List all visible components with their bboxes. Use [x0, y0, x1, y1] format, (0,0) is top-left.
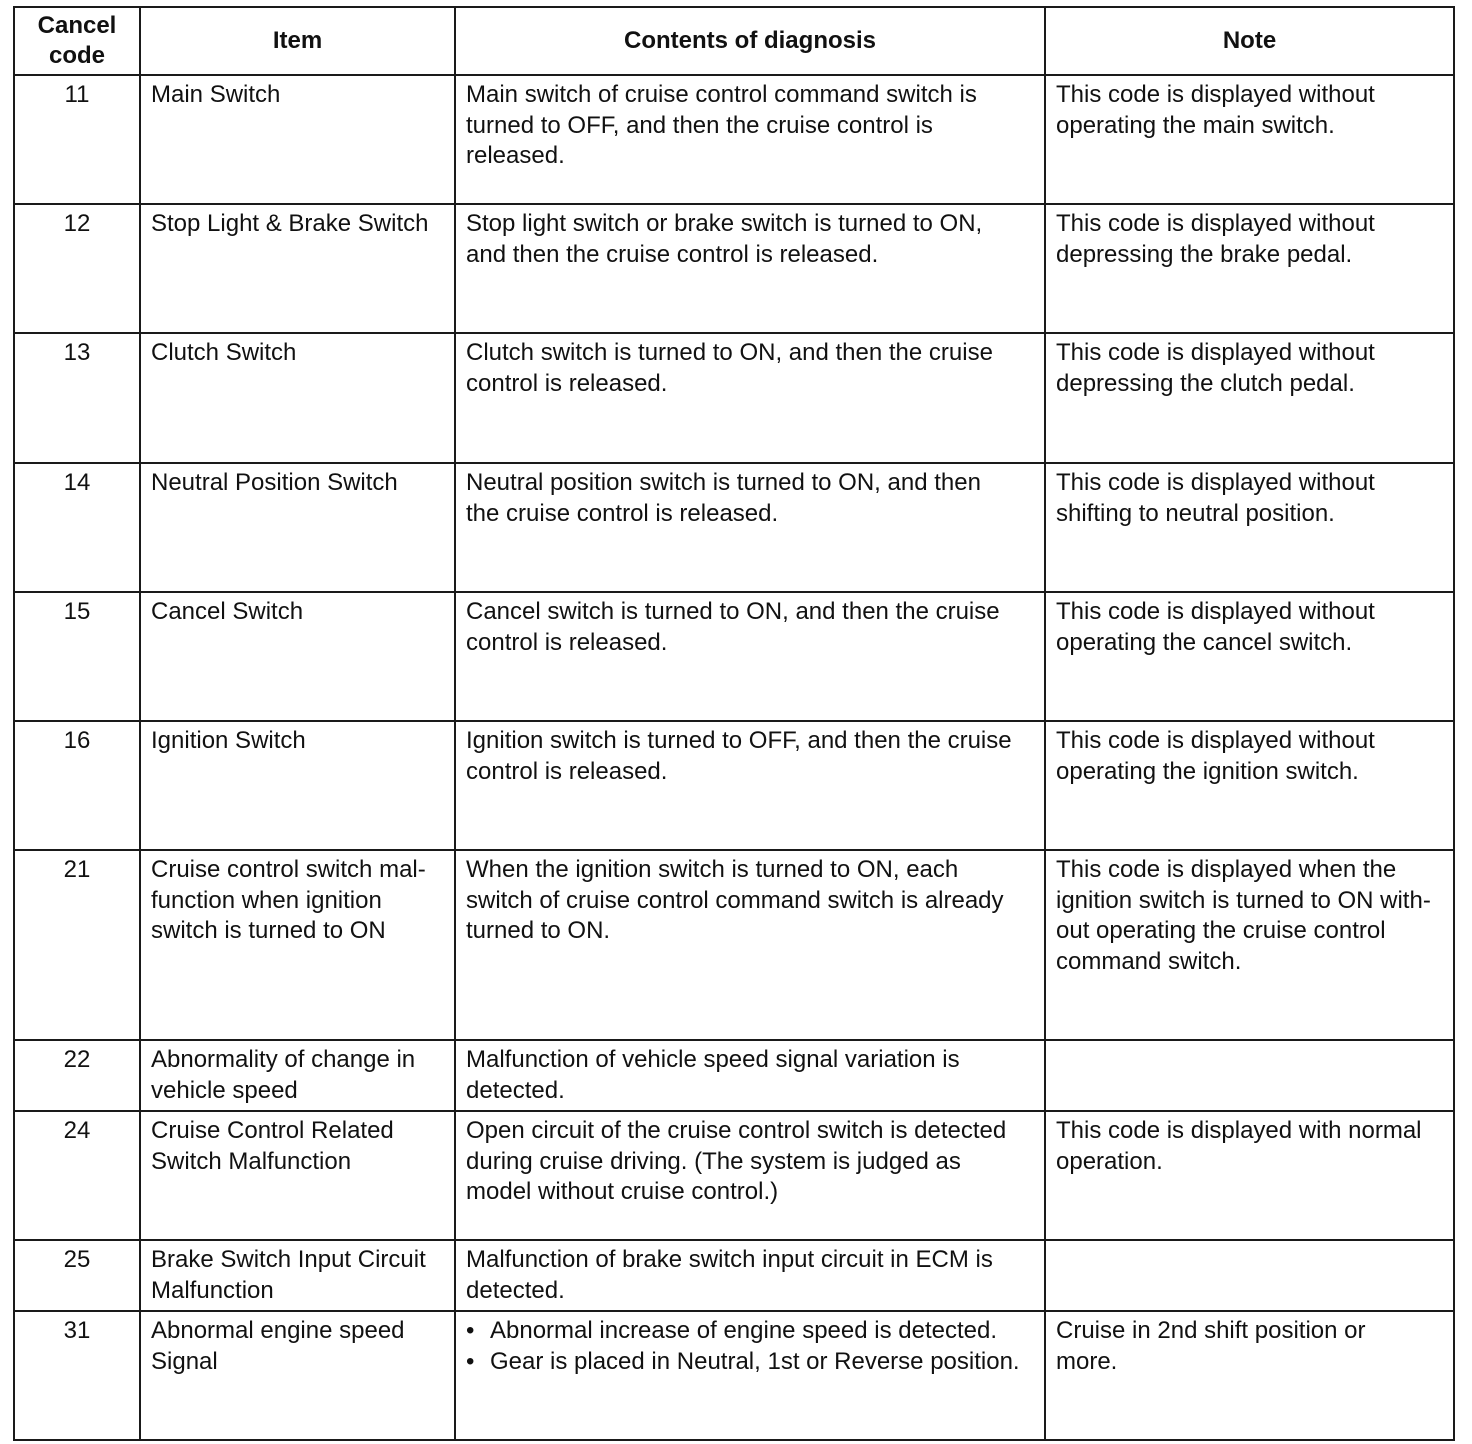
- diagnosis-cell: Clutch switch is turned to ON, and then the cruise control is released.: [455, 333, 1045, 463]
- diagnosis-cell: Malfunction of brake switch input circuit in ECM is detected.: [455, 1240, 1045, 1311]
- item-cell: Main Switch: [140, 75, 455, 204]
- cancel-code-cell: 15: [14, 592, 140, 721]
- list-item-text: Abnormal increase of engine speed is detected.: [490, 1317, 997, 1344]
- item-cell: Cruise control switch mal- function when ignition switch is turned to ON: [140, 850, 455, 1040]
- table-row: [14, 721, 1454, 850]
- item-cell: Brake Switch Input Circuit Malfunction: [140, 1240, 455, 1311]
- diagnosis-cell: Cancel switch is turned to ON, and then the cruise control is released.: [455, 592, 1045, 721]
- item-cell: Stop Light & Brake Switch: [140, 204, 455, 333]
- item-cell: Neutral Position Switch: [140, 463, 455, 592]
- header-cancel-code: Cancel code: [14, 7, 140, 75]
- diagnosis-cell: Neutral position switch is turned to ON, and then the cruise control is released.: [455, 463, 1045, 592]
- header-contents-of-diagnosis: Contents of diagnosis: [455, 7, 1045, 75]
- diagnosis-cell: When the ignition switch is turned to ON, each switch of cruise control command switch is already turned to ON.: [455, 850, 1045, 1040]
- cancel-code-cell: 25: [14, 1240, 140, 1311]
- cancel-code-table: [13, 6, 1455, 1441]
- diagnosis-bullet-list: [466, 1316, 1034, 1377]
- diagnosis-cell: [455, 1311, 1045, 1440]
- table-row: [14, 1311, 1454, 1440]
- item-cell: Cancel Switch: [140, 592, 455, 721]
- cancel-code-cell: 22: [14, 1040, 140, 1111]
- note-cell: This code is displayed when the ignition switch is turned to ON with- out operating the cruise control command switch.: [1045, 850, 1454, 1040]
- table-row: [14, 333, 1454, 463]
- cancel-code-cell: 24: [14, 1111, 140, 1240]
- bullet-icon: •: [466, 1347, 475, 1375]
- note-cell: This code is displayed without operating the main switch.: [1045, 75, 1454, 204]
- header-item: Item: [140, 7, 455, 75]
- note-cell: [1045, 1240, 1454, 1311]
- table-row: [14, 75, 1454, 204]
- table-header-row: [14, 7, 1454, 75]
- table-row: [14, 1111, 1454, 1240]
- cancel-code-cell: 16: [14, 721, 140, 850]
- note-cell: This code is displayed without shifting to neutral position.: [1045, 463, 1454, 592]
- diagnosis-cell: Ignition switch is turned to OFF, and then the cruise control is released.: [455, 721, 1045, 850]
- diagnosis-cell: Main switch of cruise control command switch is turned to OFF, and then the cruise control is released.: [455, 75, 1045, 204]
- note-cell: This code is displayed without depressing the brake pedal.: [1045, 204, 1454, 333]
- diagnosis-cell: Malfunction of vehicle speed signal variation is detected.: [455, 1040, 1045, 1111]
- table-row: [14, 850, 1454, 1040]
- diagnosis-cell: Open circuit of the cruise control switch is detected during cruise driving. (The system is judged as model without cruise control.): [455, 1111, 1045, 1240]
- item-cell: Abnormal engine speed Signal: [140, 1311, 455, 1440]
- cancel-code-cell: 12: [14, 204, 140, 333]
- table-row: [14, 1240, 1454, 1311]
- note-cell: This code is displayed without operating the cancel switch.: [1045, 592, 1454, 721]
- cancel-code-cell: 11: [14, 75, 140, 204]
- cancel-code-cell: 14: [14, 463, 140, 592]
- cancel-code-cell: 31: [14, 1311, 140, 1440]
- item-cell: Abnormality of change in vehicle speed: [140, 1040, 455, 1111]
- table-row: [14, 463, 1454, 592]
- list-item-text: Gear is placed in Neutral, 1st or Reverse position.: [490, 1347, 1020, 1375]
- table-row: [14, 204, 1454, 333]
- header-note: Note: [1045, 7, 1454, 75]
- note-cell: This code is displayed with normal operation.: [1045, 1111, 1454, 1240]
- diagnosis-cell: Stop light switch or brake switch is turned to ON, and then the cruise control is released.: [455, 204, 1045, 333]
- table-row: [14, 592, 1454, 721]
- list-item: [466, 1316, 1034, 1347]
- note-cell: This code is displayed without operating the ignition switch.: [1045, 721, 1454, 850]
- note-cell: This code is displayed without depressing the clutch pedal.: [1045, 333, 1454, 463]
- bullet-icon: •: [466, 1317, 475, 1344]
- cancel-code-cell: 13: [14, 333, 140, 463]
- list-item: [466, 1347, 1034, 1378]
- note-cell: Cruise in 2nd shift position or more.: [1045, 1311, 1454, 1440]
- item-cell: Ignition Switch: [140, 721, 455, 850]
- item-cell: Clutch Switch: [140, 333, 455, 463]
- note-cell: [1045, 1040, 1454, 1111]
- table-row: [14, 1040, 1454, 1111]
- item-cell: Cruise Control Related Switch Malfunction: [140, 1111, 455, 1240]
- cancel-code-cell: 21: [14, 850, 140, 1040]
